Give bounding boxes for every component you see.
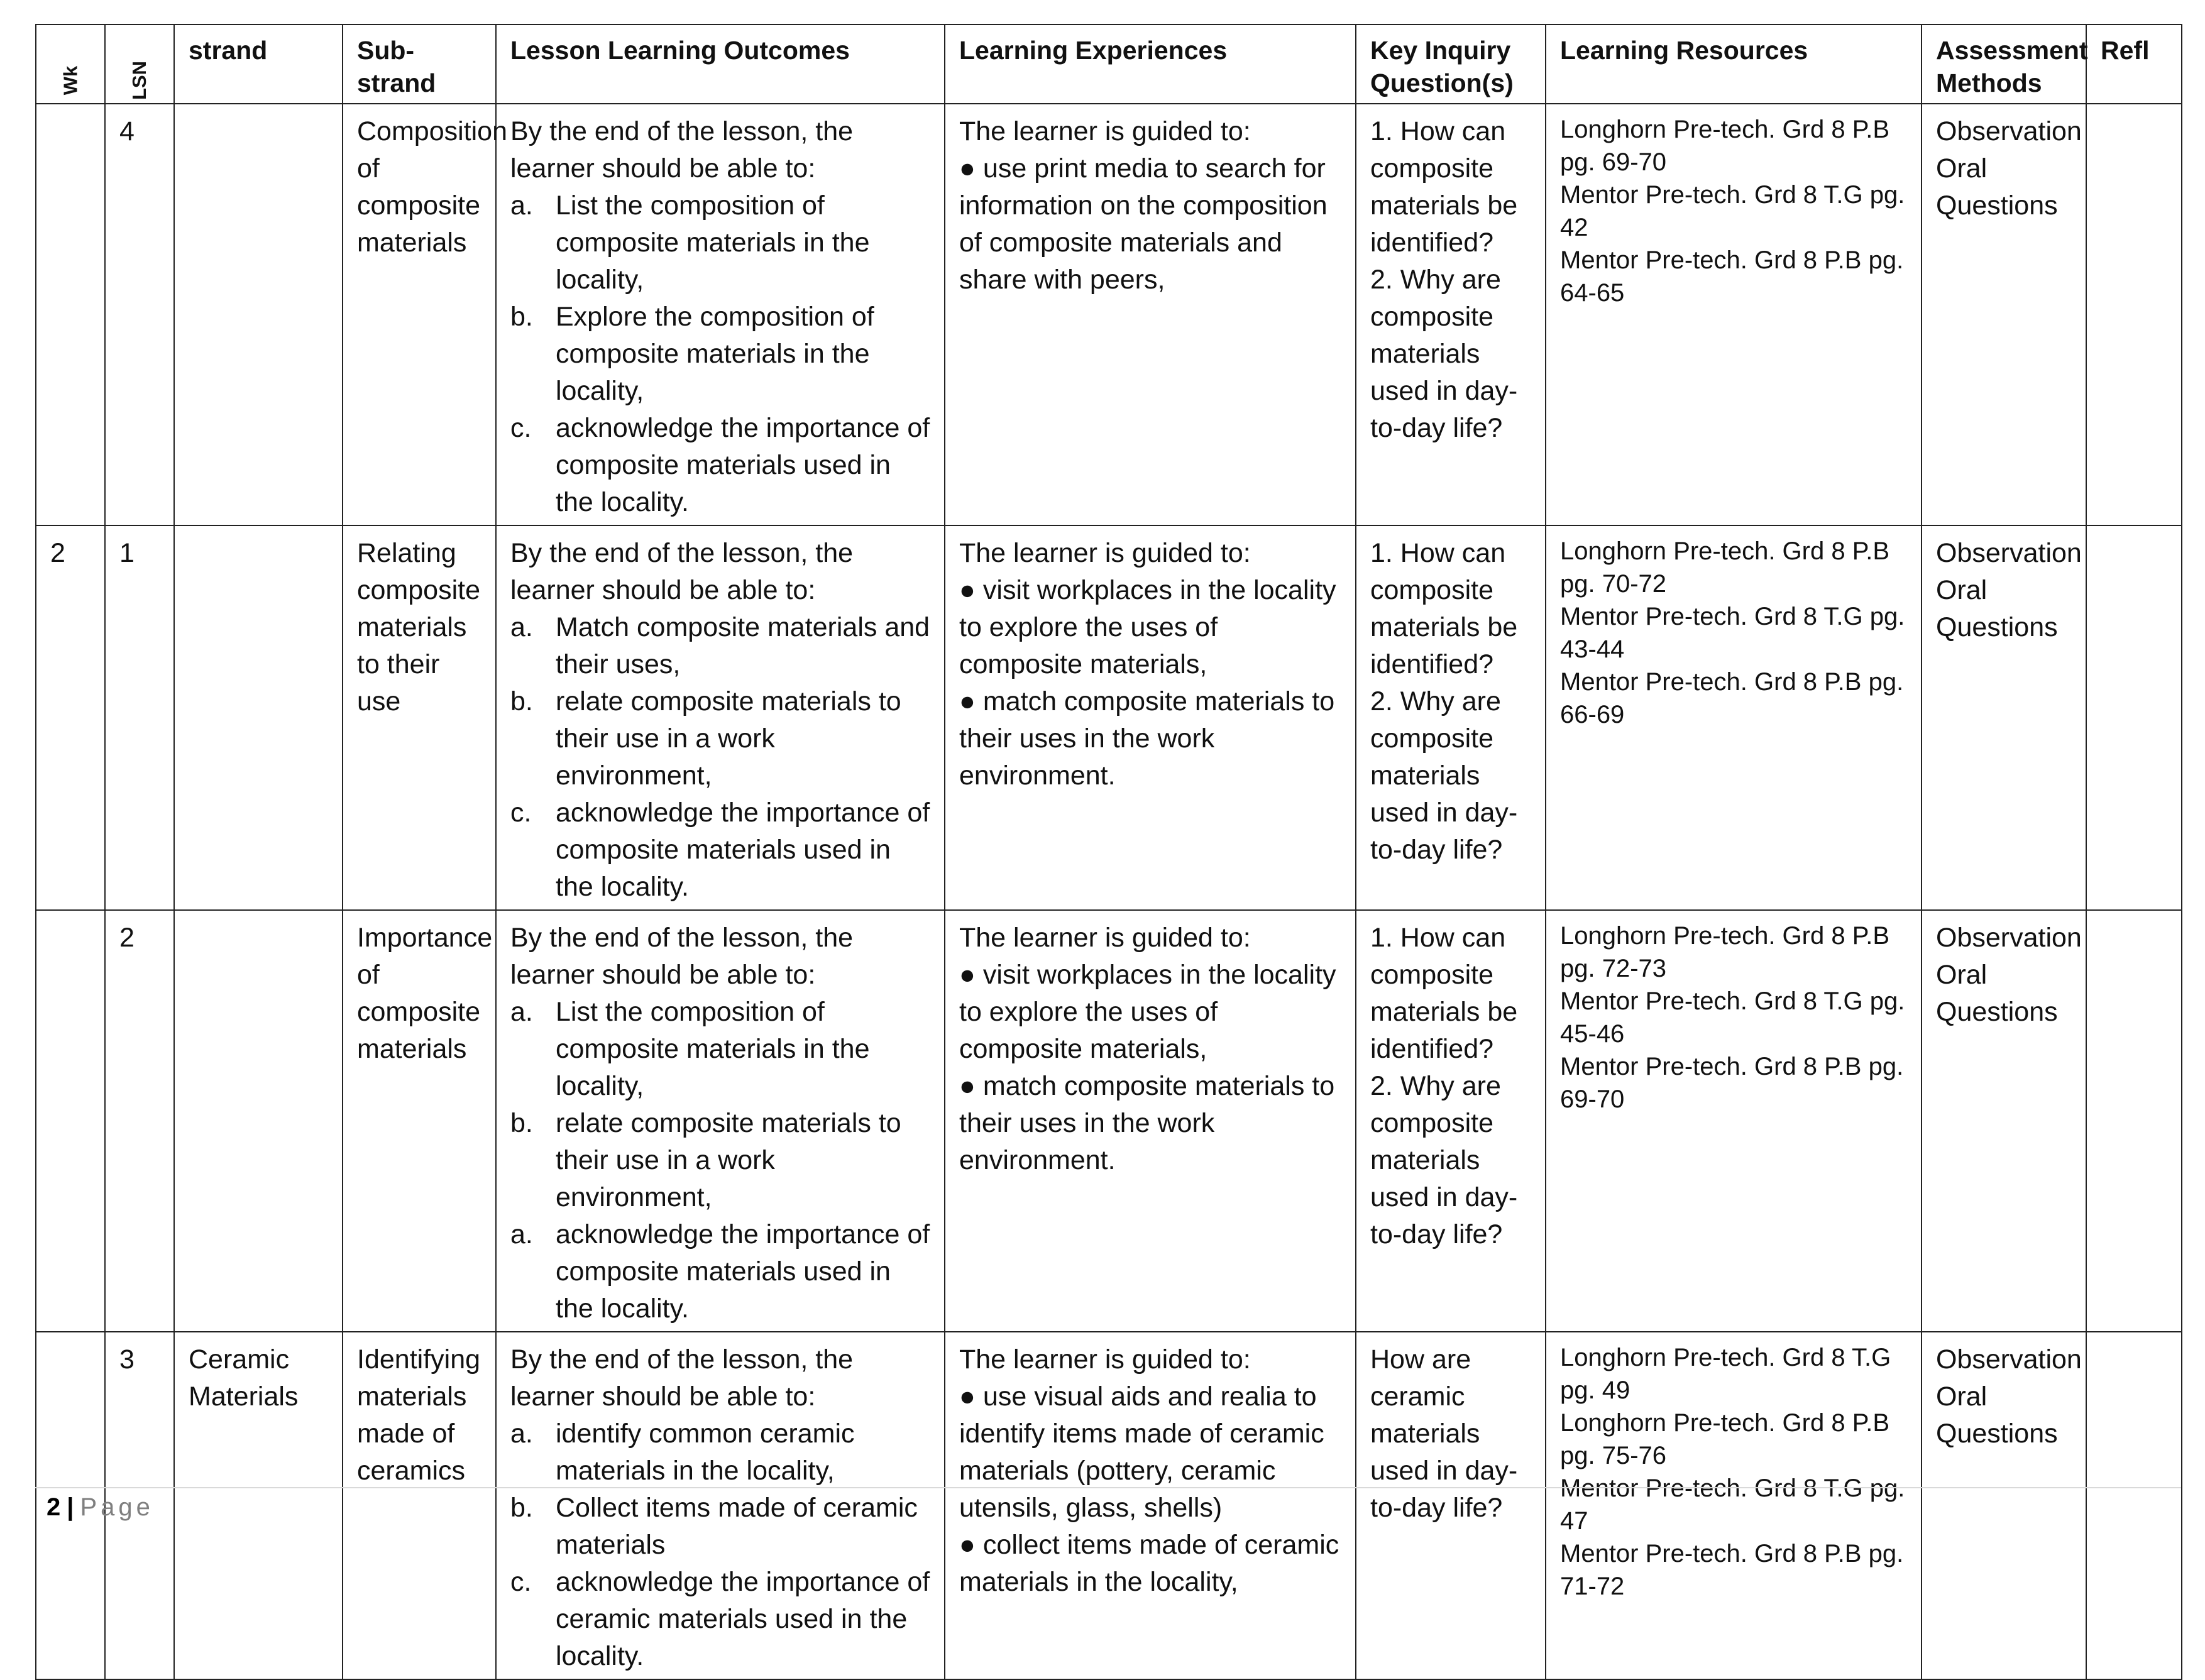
assessment-item: Oral: [1936, 960, 1988, 990]
assessment-item: Observation: [1936, 116, 2082, 146]
outcome-marker: b.: [510, 1108, 533, 1138]
experience-item: ● collect items made of ceramic materials in the locality,: [959, 1530, 1339, 1597]
list-item: [510, 794, 930, 906]
outcome-marker: a.: [510, 190, 533, 221]
outcome-text: relate composite materials to their use in a work environment,: [556, 686, 901, 791]
experiences-intro: The learner is guided to:: [959, 1344, 1251, 1375]
cell-inquiry: [1356, 525, 1546, 910]
cell-outcomes: [496, 525, 945, 910]
substrand-text: Relating composite materials to their use: [357, 538, 480, 716]
cell-assessment: [1922, 910, 2086, 1332]
cell-reflection: [2086, 104, 2182, 525]
substrand-text: Composition of composite materials: [357, 116, 507, 258]
resource-item: Mentor Pre-tech. Grd 8 T.G pg. 43-44: [1560, 603, 1905, 663]
table-row: [36, 104, 2182, 525]
cell-reflection: [2086, 525, 2182, 910]
resource-item: Longhorn Pre-tech. Grd 8 P.B pg. 70-72: [1560, 537, 1890, 598]
cell-reflection: [2086, 910, 2182, 1332]
header-wk: [36, 25, 105, 104]
outcomes-intro: By the end of the lesson, the learner should be able to:: [510, 538, 854, 605]
footer-rule: [35, 1487, 2181, 1488]
outcomes-intro: By the end of the lesson, the learner should be able to:: [510, 116, 854, 184]
cell-substrand: [343, 910, 496, 1332]
cell-strand: [174, 525, 343, 910]
footer-separator: |: [67, 1493, 74, 1521]
outcome-marker: c.: [510, 1567, 532, 1597]
header-lsn-label: LSN: [128, 61, 150, 100]
cell-experiences: [945, 104, 1356, 525]
outcomes-list: [510, 187, 930, 521]
lesson-number: 1: [119, 538, 135, 568]
cell-outcomes: [496, 910, 945, 1332]
assessment-item: Oral: [1936, 153, 1988, 184]
header-substrand: Sub-strand: [343, 25, 496, 104]
assessment-item: Observation: [1936, 923, 2082, 953]
table-row: [36, 525, 2182, 910]
substrand-text: Importance of composite materials: [357, 923, 493, 1064]
outcomes-list: [510, 1415, 930, 1675]
cell-experiences: [945, 525, 1356, 910]
inquiry-text: 1. How can composite materials be identified? 2. Why are composite materials used in day-to-day life?: [1370, 923, 1518, 1249]
list-item: [510, 1105, 930, 1216]
assessment-item: Questions: [1936, 1419, 2058, 1449]
resource-item: Longhorn Pre-tech. Grd 8 T.G pg. 49: [1560, 1344, 1891, 1404]
cell-strand: [174, 1332, 343, 1679]
resource-item: Longhorn Pre-tech. Grd 8 P.B pg. 69-70: [1560, 116, 1890, 176]
outcome-marker: b.: [510, 686, 533, 716]
outcome-marker: a.: [510, 1219, 533, 1249]
inquiry-text: 1. How can composite materials be identified? 2. Why are composite materials used in day-to-day life?: [1370, 116, 1518, 443]
resource-item: Mentor Pre-tech. Grd 8 T.G pg. 45-46: [1560, 987, 1905, 1048]
cell-outcomes: [496, 104, 945, 525]
list-item: [510, 994, 930, 1105]
header-inquiry: Key Inquiry Question(s): [1356, 25, 1546, 104]
cell-outcomes: [496, 1332, 945, 1679]
scheme-of-work-table: [35, 24, 2182, 1680]
page-footer: [47, 1493, 154, 1522]
header-experiences: Learning Experiences: [945, 25, 1356, 104]
list-item: [510, 1216, 930, 1327]
cell-reflection: [2086, 1332, 2182, 1679]
resource-item: Mentor Pre-tech. Grd 8 P.B pg. 69-70: [1560, 1053, 1904, 1113]
header-outcomes: Lesson Learning Outcomes: [496, 25, 945, 104]
cell-substrand: [343, 525, 496, 910]
header-row: [36, 25, 2182, 104]
cell-resources: [1546, 1332, 1922, 1679]
cell-wk: [36, 104, 105, 525]
resource-item: Longhorn Pre-tech. Grd 8 P.B pg. 75-76: [1560, 1409, 1890, 1469]
outcome-marker: a.: [510, 997, 533, 1027]
outcome-text: acknowledge the importance of composite materials used in the locality.: [556, 1219, 930, 1324]
outcomes-list: [510, 994, 930, 1327]
table-row: [36, 910, 2182, 1332]
resource-item: Mentor Pre-tech. Grd 8 T.G pg. 47: [1560, 1474, 1905, 1535]
assessment-item: Oral: [1936, 1381, 1988, 1412]
outcome-text: List the composition of composite materials in the locality,: [556, 997, 870, 1101]
outcomes-list: [510, 609, 930, 906]
assessment-item: Questions: [1936, 997, 2058, 1027]
outcome-text: Explore the composition of composite materials in the locality,: [556, 302, 874, 406]
header-wk-label: Wk: [59, 65, 81, 96]
resource-item: Longhorn Pre-tech. Grd 8 P.B pg. 72-73: [1560, 922, 1890, 982]
cell-strand: [174, 910, 343, 1332]
header-resources: Learning Resources: [1546, 25, 1922, 104]
list-item: [510, 1415, 930, 1490]
header-strand: strand: [174, 25, 343, 104]
assessment-item: Observation: [1936, 1344, 2082, 1375]
inquiry-text: 1. How can composite materials be identified? 2. Why are composite materials used in day-to-day life?: [1370, 538, 1518, 865]
table-row: [36, 1332, 2182, 1679]
outcome-text: relate composite materials to their use in a work environment,: [556, 1108, 901, 1212]
outcome-marker: c.: [510, 413, 532, 443]
page-number: 2: [47, 1493, 61, 1521]
resource-item: Mentor Pre-tech. Grd 8 P.B pg. 71-72: [1560, 1540, 1904, 1600]
assessment-item: Questions: [1936, 612, 2058, 642]
page-label: Page: [80, 1493, 154, 1521]
list-item: [510, 299, 930, 410]
experience-item: ● match composite materials to their uses in the work environment.: [959, 686, 1335, 791]
cell-assessment: [1922, 104, 2086, 525]
outcome-text: Collect items made of ceramic materials: [556, 1493, 918, 1560]
lesson-number: 3: [119, 1344, 135, 1375]
lesson-number: 2: [119, 923, 135, 953]
cell-experiences: [945, 1332, 1356, 1679]
cell-experiences: [945, 910, 1356, 1332]
cell-resources: [1546, 910, 1922, 1332]
cell-substrand: [343, 104, 507, 525]
cell-wk: [36, 525, 105, 910]
cell-strand: [174, 104, 343, 525]
outcome-marker: a.: [510, 612, 533, 642]
assessment-item: Oral: [1936, 575, 1988, 605]
experience-item: ● use print media to search for information on the composition of composite materials and share with peers,: [959, 153, 1328, 295]
experience-item: ● visit workplaces in the locality to explore the uses of composite materials,: [959, 575, 1336, 679]
cell-assessment: [1922, 1332, 2086, 1679]
experiences-intro: The learner is guided to:: [959, 116, 1251, 146]
outcome-marker: b.: [510, 1493, 533, 1523]
cell-inquiry: [1356, 1332, 1546, 1679]
resource-item: Mentor Pre-tech. Grd 8 P.B pg. 64-65: [1560, 246, 1904, 307]
cell-resources: [1546, 104, 1922, 525]
list-item: [510, 187, 930, 299]
assessment-item: Questions: [1936, 190, 2058, 221]
substrand-text: Identifying materials made of ceramics: [357, 1344, 481, 1486]
outcome-marker: a.: [510, 1419, 533, 1449]
outcome-text: acknowledge the importance of composite materials used in the locality.: [556, 798, 930, 902]
list-item: [510, 1490, 930, 1564]
header-assessment: Assessment Methods: [1922, 25, 2086, 104]
outcome-marker: c.: [510, 798, 532, 828]
list-item: [510, 410, 930, 521]
cell-assessment: [1922, 525, 2086, 910]
outcomes-intro: By the end of the lesson, the learner should be able to:: [510, 923, 854, 990]
assessment-item: Observation: [1936, 538, 2082, 568]
cell-lsn: [105, 525, 174, 910]
week-number: 2: [50, 538, 65, 568]
list-item: [510, 683, 930, 794]
outcome-text: List the composition of composite materials in the locality,: [556, 190, 870, 295]
cell-inquiry: [1356, 104, 1546, 525]
outcome-text: Match composite materials and their uses,: [556, 612, 930, 679]
cell-wk: [36, 910, 105, 1332]
experiences-intro: The learner is guided to:: [959, 923, 1251, 953]
outcome-text: acknowledge the importance of composite materials used in the locality.: [556, 413, 930, 517]
experience-item: ● match composite materials to their uses in the work environment.: [959, 1071, 1335, 1175]
inquiry-text: How are ceramic materials used in day-to-day life?: [1370, 1344, 1518, 1523]
outcome-text: identify common ceramic materials in the locality,: [556, 1419, 855, 1486]
header-lsn: [105, 25, 174, 104]
outcomes-intro: By the end of the lesson, the learner should be able to:: [510, 1344, 854, 1412]
lesson-number: 4: [119, 116, 135, 146]
list-item: [510, 609, 930, 683]
list-item: [510, 1564, 930, 1675]
outcome-marker: b.: [510, 302, 533, 332]
cell-lsn: [105, 104, 174, 525]
resource-item: Mentor Pre-tech. Grd 8 P.B pg. 66-69: [1560, 668, 1904, 728]
experience-item: ● use visual aids and realia to identify items made of ceramic materials (pottery, ceramic utensils, glass, shells): [959, 1381, 1324, 1523]
cell-inquiry: [1356, 910, 1546, 1332]
strand-text: Ceramic Materials: [189, 1344, 299, 1412]
header-reflection: Refl: [2086, 25, 2182, 104]
experience-item: ● visit workplaces in the locality to explore the uses of composite materials,: [959, 960, 1336, 1064]
experiences-intro: The learner is guided to:: [959, 538, 1251, 568]
resource-item: Mentor Pre-tech. Grd 8 T.G pg. 42: [1560, 181, 1905, 241]
cell-substrand: [343, 1332, 496, 1679]
cell-resources: [1546, 525, 1922, 910]
outcome-text: acknowledge the importance of ceramic materials used in the locality.: [556, 1567, 930, 1671]
cell-lsn: [105, 910, 174, 1332]
